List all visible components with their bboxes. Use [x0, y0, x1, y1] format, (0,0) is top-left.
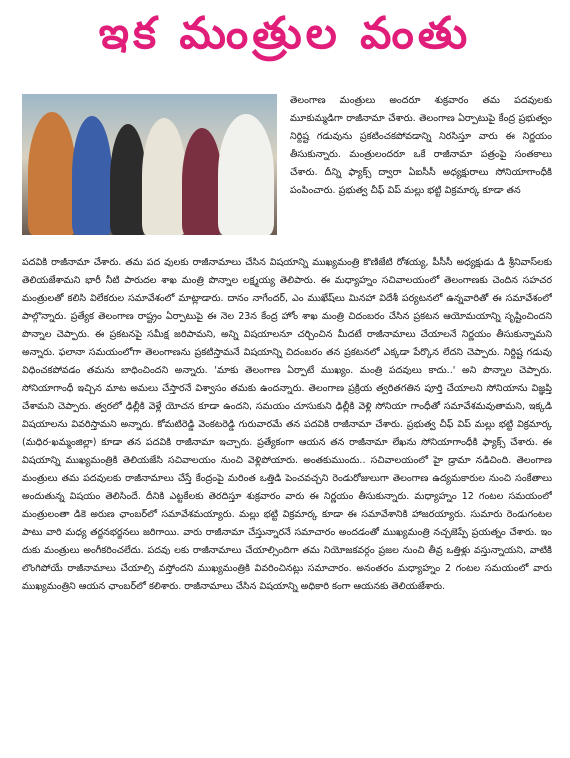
news-photo-ministers	[22, 94, 277, 235]
article-paragraph-top: తెలంగాణ మంత్రులు అందరూ శుక్రవారం తమ పదవులకు మూకుమ్మడిగా రాజీనామా చేశారు. తెలంగాణ ఏర్పాటుపై కేంద్ర ప్రభుత్వం నిర్దిష్ట గడువును ప్రకటించకపోవడాన్ని నిరసిస్తూ వారు ఈ నిర్ణయం తీసుకున్నారు. మంత్రులందరూ ఒకే రాజీనామా పత్రంపై సంతకాలు చేశారు. దీన్ని ఫ్యాక్స్ ద్వారా ఏఐసీసీ అధ్యక్షురాలు సోనియాగాంధీకి పంపించారు. ప్రభుత్వ చీఫ్ విప్ మల్లు భట్టి విక్రమార్క కూడా తన	[290, 95, 552, 196]
article-paragraph-main: పదవికి రాజీనామా చేశారు. తమ పద వులకు రాజీనామాలు చేసిన విషయాన్ని ముఖ్యమంత్రి కొణిజేటి రోశయ్య, పీసీసీ అధ్యక్షుడు డి శ్రీనివాస్‌లకు తెలియజేశామని భారీ నీటి పారుదల శాఖ మంత్రి పొన్నాల లక్ష్మయ్య తెలిపారు. ఈ మధ్యాహ్నం సచివాలయంలో తెలంగాణకు చెందిన సహచర మంత్రులతో కలిసి విలేకరుల సమావేశంలో మాట్లాడారు. దానం నాగేందర్, ఎం ముఖేష్‌లు మినహా విదేశీ పర్యటనలో ఉన్నవారితో ఈ సమావేశంలో పాల్గొన్నారు. ప్రత్యేక తెలంగాణ రాష్ట్రం ఏర్పాటుపై ఈ నెల 23న కేంద్ర హోం శాఖ మంత్రి చిదంబరం చేసిన ప్రకటన ఆయోమయాన్ని సృష్టించిందని పొన్నాల చెప్పారు. ఈ ప్రకటనపై సమీక్ష జరిపామని, అన్ని విషయాలనూ చర్చించిన మీదటే రాజీనామాలు చేయాలనే నిర్ణయం తీసుకున్నామని అన్నారు. ఫలానా సమయంలోగా తెలంగాణను ప్రకటిస్తామనే విషయాన్ని చిదంబరం తన ప్రకటనలో ఎక్కడా పేర్కొన లేదని చెప్పారు. నిర్దిష్ట గడువు విధించకపోవడం తమను బాధించిందని అన్నారు. 'మాకు తెలంగాణ ఏర్పాటే ముఖ్యం. మంత్రి పదవులు కాదు..' అని పొన్నాల చెప్పారు. సోనియాగాంధీ ఇచ్చిన మాట అమలు చేస్తారనే విశ్వాసం తమకు ఉందన్నారు. తెలంగాణ ప్రక్రియ త్వరితగతిన పూర్తి చేయాలని సోనియాను విజ్ఞప్తి చేశామని చెప్పారు. త్వరలో ఢిల్లీకి వెళ్లే యోచన కూడా ఉందని, సమయం చూసుకుని ఢిల్లీకి వెళ్లి సోనియా గాంధీతో సమావేశమవుతామని, ఇక్కడి విషయాలను వివరిస్తామని అన్నారు. కోమటిరెడ్డి వెంకటరెడ్డి గురువారమే తన పదవికి రాజీనామా చేశారు. ప్రభుత్వ చీఫ్ విప్ మల్లు భట్టి విక్రమార్క (మధిర-ఖమ్మంజిల్లా) కూడా తన పదవికి రాజీనామా ఇచ్చారు. ప్రత్యేకంగా ఆయన తన రాజీనామా లేఖను సోనియాగాంధీకి ఫ్యాక్స్ చేశారు. ఈ విషయాన్ని ముఖ్యమంత్రికి తెలియజేసి సచివాలయం నుంచి వెళ్లిపోయారు. అంతకుముందు.. సచివాలయంలో హై డ్రామా నడిచింది. తెలంగాణ మంత్రులు తమ పదవులకు రాజీనామాలు చేస్తే కేంద్రంపై మరింత ఒత్తిడి పెంచవచ్చని రెండురోజులుగా తెలంగాణ ఉద్యమకారుల నుంచి సంకేతాలు అందుతున్న విషయం తెలిసిందే. దీనికి ఎట్టకేలకు తెరదిస్తూ శుక్రవారం వారు ఈ నిర్ణయం తీసుకున్నారు. మధ్యాహ్నం 12 గంటల సమయంలో మంత్రులంతా డికె అరుణ ఛాంబర్‌లో సమావేశమయ్యారు. మల్లు భట్టి విక్రమార్క కూడా ఈ సమావేశానికి హాజరయ్యారు. సుమారు రెండుగంటల పాటు వారి మధ్య తర్జనభర్జనలు జరిగాయి. వారు రాజీనామా చేస్తున్నారనే సమాచారం అందడంతో ముఖ్యమంత్రి నచ్చజెప్పే ప్రయత్నం చేశారు. ఇం దుకు మంత్రులు అంగీకరించలేదు. పదవు లకు రాజీనామాలు చేయాల్సిందిగా తమ నియోజకవర్గం ప్రజల నుంచి తీవ్ర ఒత్తిళ్లు వస్తున్నాయని, వాటికి లొంగిపోయే రాజీనామాలు చేయాల్సి వస్తోందని ముఖ్యమంత్రికి వివరించినట్లు సమాచారం. అనంతరం మధ్యాహ్నం 2 గంటల సమయంలో వారు ముఖ్యమంత్రిని ఆయన ఛాంబర్‌లో కలిశారు. రాజీనామాలు చేసిన విషయాన్ని అధికారి కంగా ఆయనకు తెలియజేశారు.	[22, 257, 552, 592]
article-headline: ఇక మంత్రుల వంతు	[98, 8, 472, 59]
